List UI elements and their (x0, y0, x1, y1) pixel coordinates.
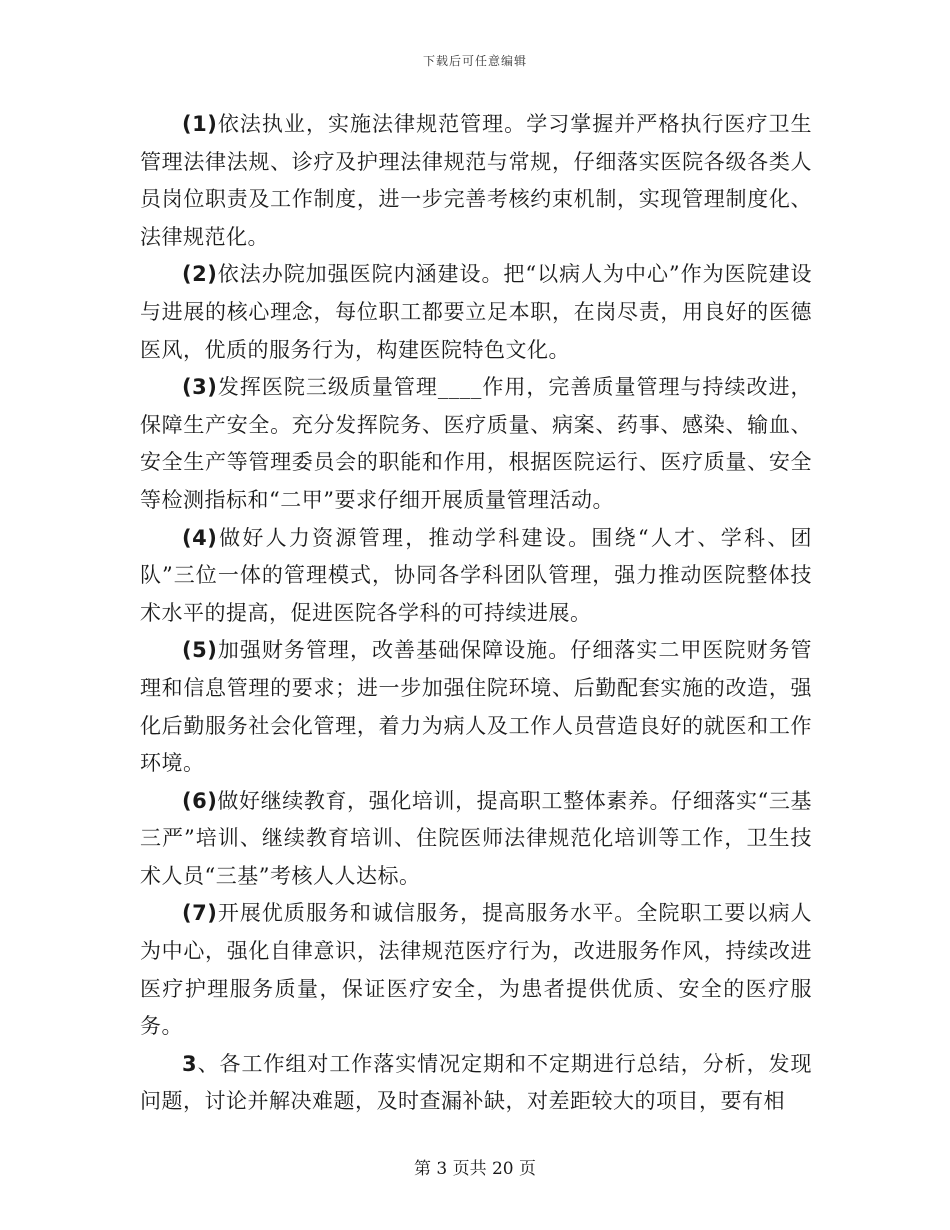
paragraph-text: 依法执业，实施法律规范管理。学习掌握并严格执行医疗卫生管理法律法规、诊疗及护理法律规范与常规，仔细落实医院各级各类人员岗位职责及工作制度，进一步完善考核约束机制，实现管理制度化、法律规范化。 (140, 112, 812, 249)
paragraph-number: 3 (182, 1051, 198, 1076)
paragraph-text: 开展优质服务和诚信服务，提高服务水平。全院职工要以病人为中心，强化自律意识，法律规范医疗行为，改进服务作风，持续改进医疗护理服务质量，保证医疗安全，为患者提供优质、安全的医疗服务。 (140, 901, 812, 1039)
paragraph-number: (5) (182, 638, 218, 663)
paragraph-text: 加强财务管理，改善基础保障设施。仔细落实二甲医院财务管理和信息管理的要求；进一步加强住院环境、后勤配套实施的改造，强化后勤服务社会化管理，着力为病人及工作人员营造良好的就医和工作环境。 (140, 638, 812, 776)
paragraph-text: 、各工作组对工作落实情况定期和不定期进行总结，分析，发现问题，讨论并解决难题，及时查漏补缺，对差距较大的项目，要有相 (140, 1051, 812, 1114)
paragraph-number: (2) (182, 262, 218, 287)
paragraph-number: (7) (182, 901, 218, 926)
paragraph-1 (140, 106, 812, 256)
document-body (140, 106, 812, 1121)
paragraph-text: 发挥医院三级质量管理____作用，完善质量管理与持续改进，保障生产安全。充分发挥院务、医疗质量、病案、药事、感染、输血、安全生产等管理委员会的职能和作用，根据医院运行、医疗质量、安全等检测指标和“二甲”要求仔细开展质量管理活动。 (140, 375, 812, 512)
paragraph-text: 依法办院加强医院内涵建设。把“以病人为中心”作为医院建设与进展的核心理念，每位职工都要立足本职，在岗尽责，用良好的医德医风，优质的服务行为，构建医院特色文化。 (140, 262, 812, 362)
paragraph-number: (3) (182, 375, 218, 400)
paragraph-5 (140, 632, 812, 782)
paragraph-2 (140, 256, 812, 369)
page-footer: 第 3 页共 20 页 (413, 1159, 537, 1179)
paragraph-4 (140, 520, 812, 633)
paragraph-3 (140, 369, 812, 519)
paragraph-number: (1) (182, 112, 218, 136)
paragraph-text: 做好人力资源管理，推动学科建设。围绕“人才、学科、团队”三位一体的管理模式，协同各学科团队管理，强力推动医院整体技术水平的提高，促进医院各学科的可持续进展。 (140, 525, 812, 625)
paragraph-8 (140, 1046, 812, 1121)
header-note: 下载后可任意编辑 (422, 54, 527, 68)
paragraph-number: (4) (182, 525, 218, 550)
paragraph-number: (6) (182, 788, 218, 813)
paragraph-text: 做好继续教育，强化培训，提高职工整体素养。仔细落实“三基三严”培训、继续教育培训、住院医师法律规范化培训等工作，卫生技术人员“三基”考核人人达标。 (140, 788, 812, 888)
paragraph-6 (140, 783, 812, 896)
paragraph-7 (140, 895, 812, 1045)
